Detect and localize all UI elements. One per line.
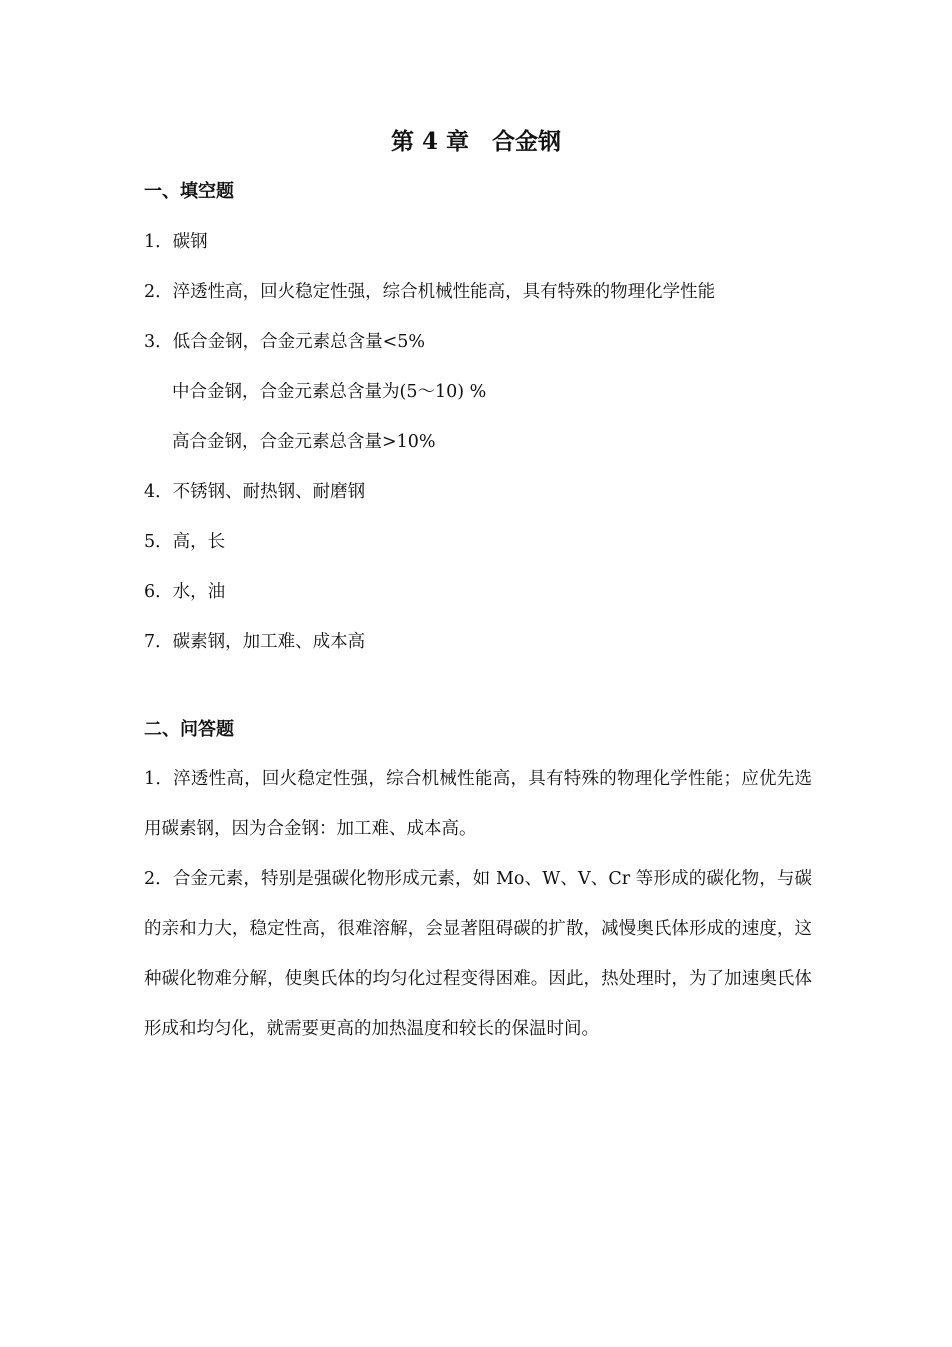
fill-in-item-4: 4．不锈钢、耐热钢、耐磨钢 [144,482,366,502]
fill-in-heading: 一、填空题 [144,181,234,202]
qa-answer-2: 2．合金元素，特别是强碳化物形成元素，如 Mo、W、V、Cr 等形成的碳化物，与碳的亲和力大，稳定性高，很难溶解，会显著阻碍碳的扩散，减慢奥氏体形成的速度，这种碳化物难分解，使奥氏体的均匀化过程变得困难。因此，热处理时，为了加速奥氏体形成和均匀化，就需要更高的加热温度和较长的保温时间。 [144,869,812,1039]
fill-in-item-3-medium: 中合金钢，合金元素总含量为(5～10) % [172,382,487,402]
fill-in-item-2: 2．淬透性高，回火稳定性强，综合机械性能高，具有特殊的物理化学性能 [144,282,716,302]
fill-in-item-3: 3．低合金钢，合金元素总含量<5% [144,332,426,352]
fill-in-item-3-high: 高合金钢，合金元素总含量>10% [172,432,436,452]
fill-in-item-7: 7．碳素钢，加工难、成本高 [144,632,366,652]
fill-in-item-5: 5．高，长 [144,532,226,552]
chapter-title: 第 4 章 合金钢 [390,128,562,155]
qa-answer-1: 1．淬透性高，回火稳定性强，综合机械性能高，具有特殊的物理化学性能；应优先选用碳素钢，因为合金钢：加工难、成本高。 [144,769,812,839]
fill-in-item-1: 1．碳钢 [144,232,208,252]
fill-in-item-6: 6．水，油 [144,582,226,602]
qa-heading: 二、问答题 [144,719,234,740]
